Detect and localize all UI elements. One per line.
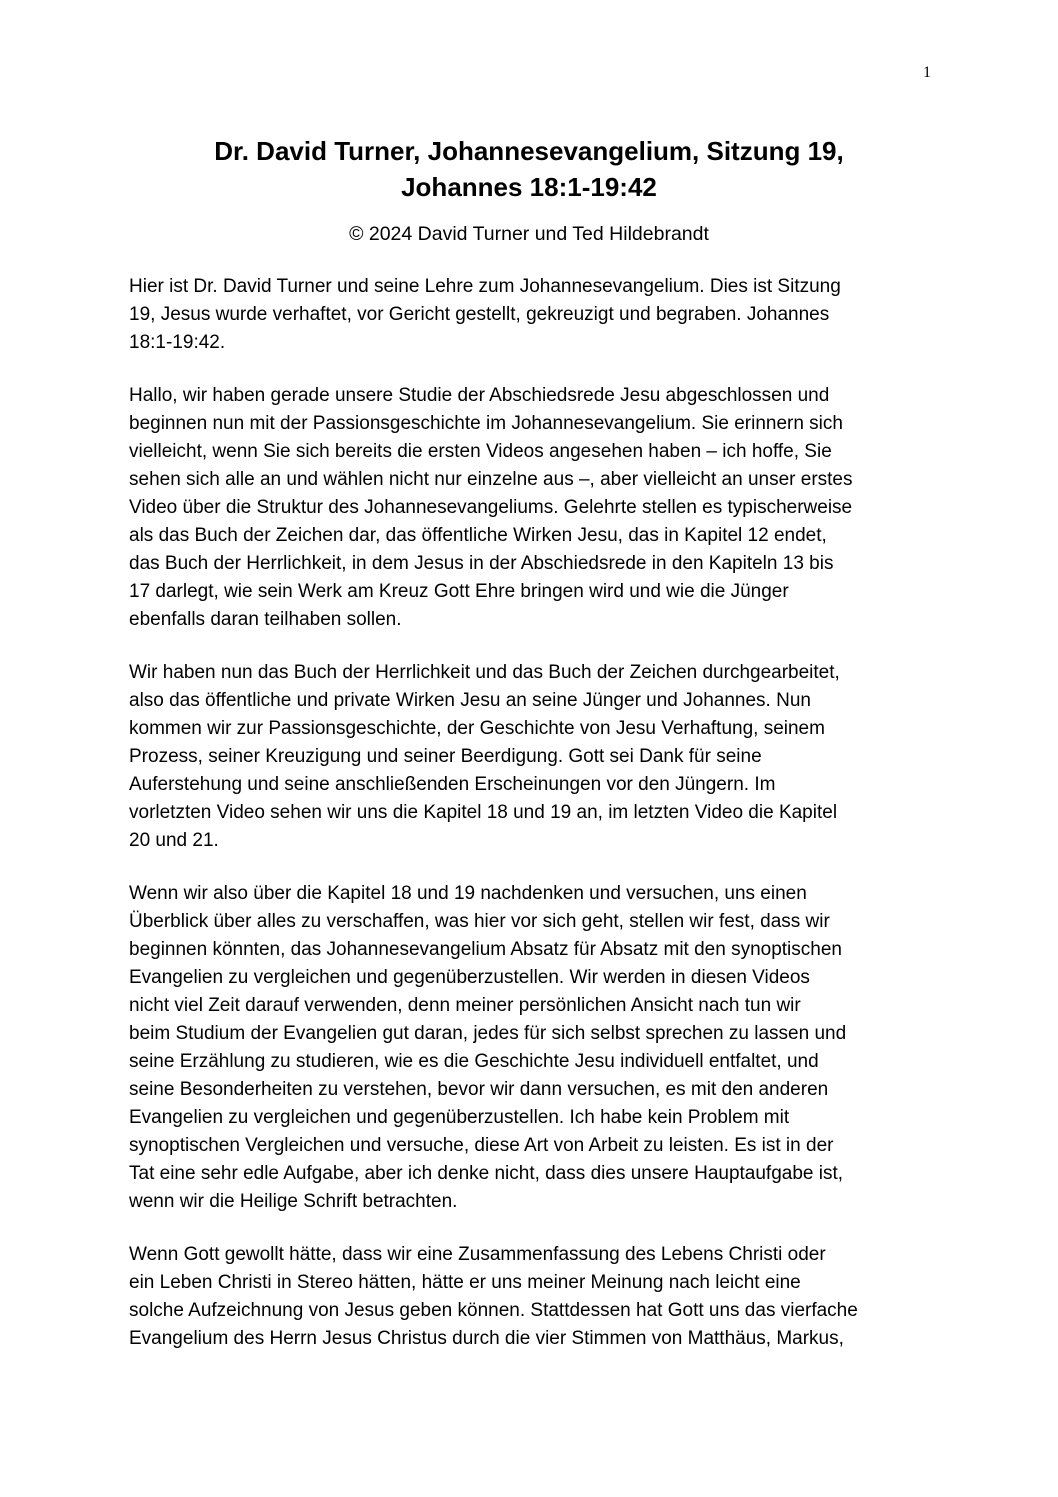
text-line: beim Studium der Evangelien gut daran, jedes für sich selbst sprechen zu lassen und	[129, 1023, 847, 1044]
text-line: 19, Jesus wurde verhaftet, vor Gericht gestellt, gekreuzigt und begraben. Johannes	[129, 304, 830, 325]
text-line: Wenn wir also über die Kapitel 18 und 19 nachdenken und versuchen, uns einen	[129, 883, 807, 904]
text-line: also das öffentliche und private Wirken Jesu an seine Jünger und Johannes. Nun	[129, 690, 811, 711]
text-line: Hier ist Dr. David Turner und seine Lehre zum Johannesevangelium. Dies ist Sitzung	[129, 276, 841, 297]
title-line-2: Johannes 18:1-19:42	[401, 172, 657, 202]
text-line: Auferstehung und seine anschließenden Erscheinungen vor den Jüngern. Im	[129, 774, 776, 795]
text-line: Prozess, seiner Kreuzigung und seiner Beerdigung. Gott sei Dank für seine	[129, 746, 762, 767]
text-line: solche Aufzeichnung von Jesus geben können. Stattdessen hat Gott uns das vierfache	[129, 1300, 858, 1321]
text-line: kommen wir zur Passionsgeschichte, der Geschichte von Jesu Verhaftung, seinem	[129, 718, 825, 739]
text-line: als das Buch der Zeichen dar, das öffentliche Wirken Jesu, das in Kapitel 12 endet,	[129, 525, 827, 546]
page-number: 1	[923, 64, 931, 81]
text-line: 17 darlegt, wie sein Werk am Kreuz Gott Ehre bringen wird und wie die Jünger	[129, 581, 789, 602]
text-line: vielleicht, wenn Sie sich bereits die ersten Videos angesehen haben – ich hoffe, Sie	[129, 441, 832, 462]
text-line: Evangelium des Herrn Jesus Christus durch die vier Stimmen von Matthäus, Markus,	[129, 1328, 844, 1349]
text-line: Evangelien zu vergleichen und gegenüberzustellen. Ich habe kein Problem mit	[129, 1107, 790, 1128]
text-line: Überblick über alles zu verschaffen, was hier vor sich geht, stellen wir fest, dass wir	[129, 911, 830, 932]
paragraph-5	[129, 1241, 929, 1353]
text-line: vorletzten Video sehen wir uns die Kapitel 18 und 19 an, im letzten Video die Kapitel	[129, 802, 838, 823]
paragraph-2	[129, 382, 929, 634]
copyright-line: © 2024 David Turner und Ted Hildebrandt	[349, 223, 709, 245]
title-line-1: Dr. David Turner, Johannesevangelium, Sitzung 19,	[214, 136, 844, 166]
text-line: beginnen nun mit der Passionsgeschichte im Johannesevangelium. Sie erinnern sich	[129, 413, 843, 434]
paragraph-3	[129, 659, 929, 855]
text-line: das Buch der Herrlichkeit, in dem Jesus in der Abschiedsrede in den Kapiteln 13 bis	[129, 553, 834, 574]
document-body	[129, 273, 929, 1378]
text-line: Evangelien zu vergleichen und gegenüberzustellen. Wir werden in diesen Videos	[129, 967, 810, 988]
text-line: seine Besonderheiten zu verstehen, bevor wir dann versuchen, es mit den anderen	[129, 1079, 829, 1100]
text-line: Wir haben nun das Buch der Herrlichkeit und das Buch der Zeichen durchgearbeitet,	[129, 662, 840, 683]
text-line: seine Erzählung zu studieren, wie es die Geschichte Jesu individuell entfaltet, und	[129, 1051, 819, 1072]
text-line: ebenfalls daran teilhaben sollen.	[129, 609, 402, 630]
document-title	[100, 133, 958, 205]
text-line: sehen sich alle an und wählen nicht nur einzelne aus –, aber vielleicht an unser erstes	[129, 469, 853, 490]
text-line: Wenn Gott gewollt hätte, dass wir eine Zusammenfassung des Lebens Christi oder	[129, 1244, 826, 1265]
text-line: ein Leben Christi in Stereo hätten, hätte er uns meiner Meinung nach leicht eine	[129, 1272, 801, 1293]
text-line: nicht viel Zeit darauf verwenden, denn meiner persönlichen Ansicht nach tun wir	[129, 995, 801, 1016]
text-line: Tat eine sehr edle Aufgabe, aber ich denke nicht, dass dies unsere Hauptaufgabe ist,	[129, 1163, 844, 1184]
text-line: Video über die Struktur des Johannesevangeliums. Gelehrte stellen es typischerweise	[129, 497, 853, 518]
text-line: 18:1-19:42.	[129, 332, 226, 353]
paragraph-1	[129, 273, 929, 357]
text-line: synoptischen Vergleichen und versuche, diese Art von Arbeit zu leisten. Es ist in der	[129, 1135, 834, 1156]
text-line: Hallo, wir haben gerade unsere Studie der Abschiedsrede Jesu abgeschlossen und	[129, 385, 830, 406]
paragraph-4	[129, 880, 929, 1216]
text-line: 20 und 21.	[129, 830, 219, 851]
text-line: wenn wir die Heilige Schrift betrachten.	[129, 1191, 458, 1212]
text-line: beginnen könnten, das Johannesevangelium Absatz für Absatz mit den synoptischen	[129, 939, 842, 960]
